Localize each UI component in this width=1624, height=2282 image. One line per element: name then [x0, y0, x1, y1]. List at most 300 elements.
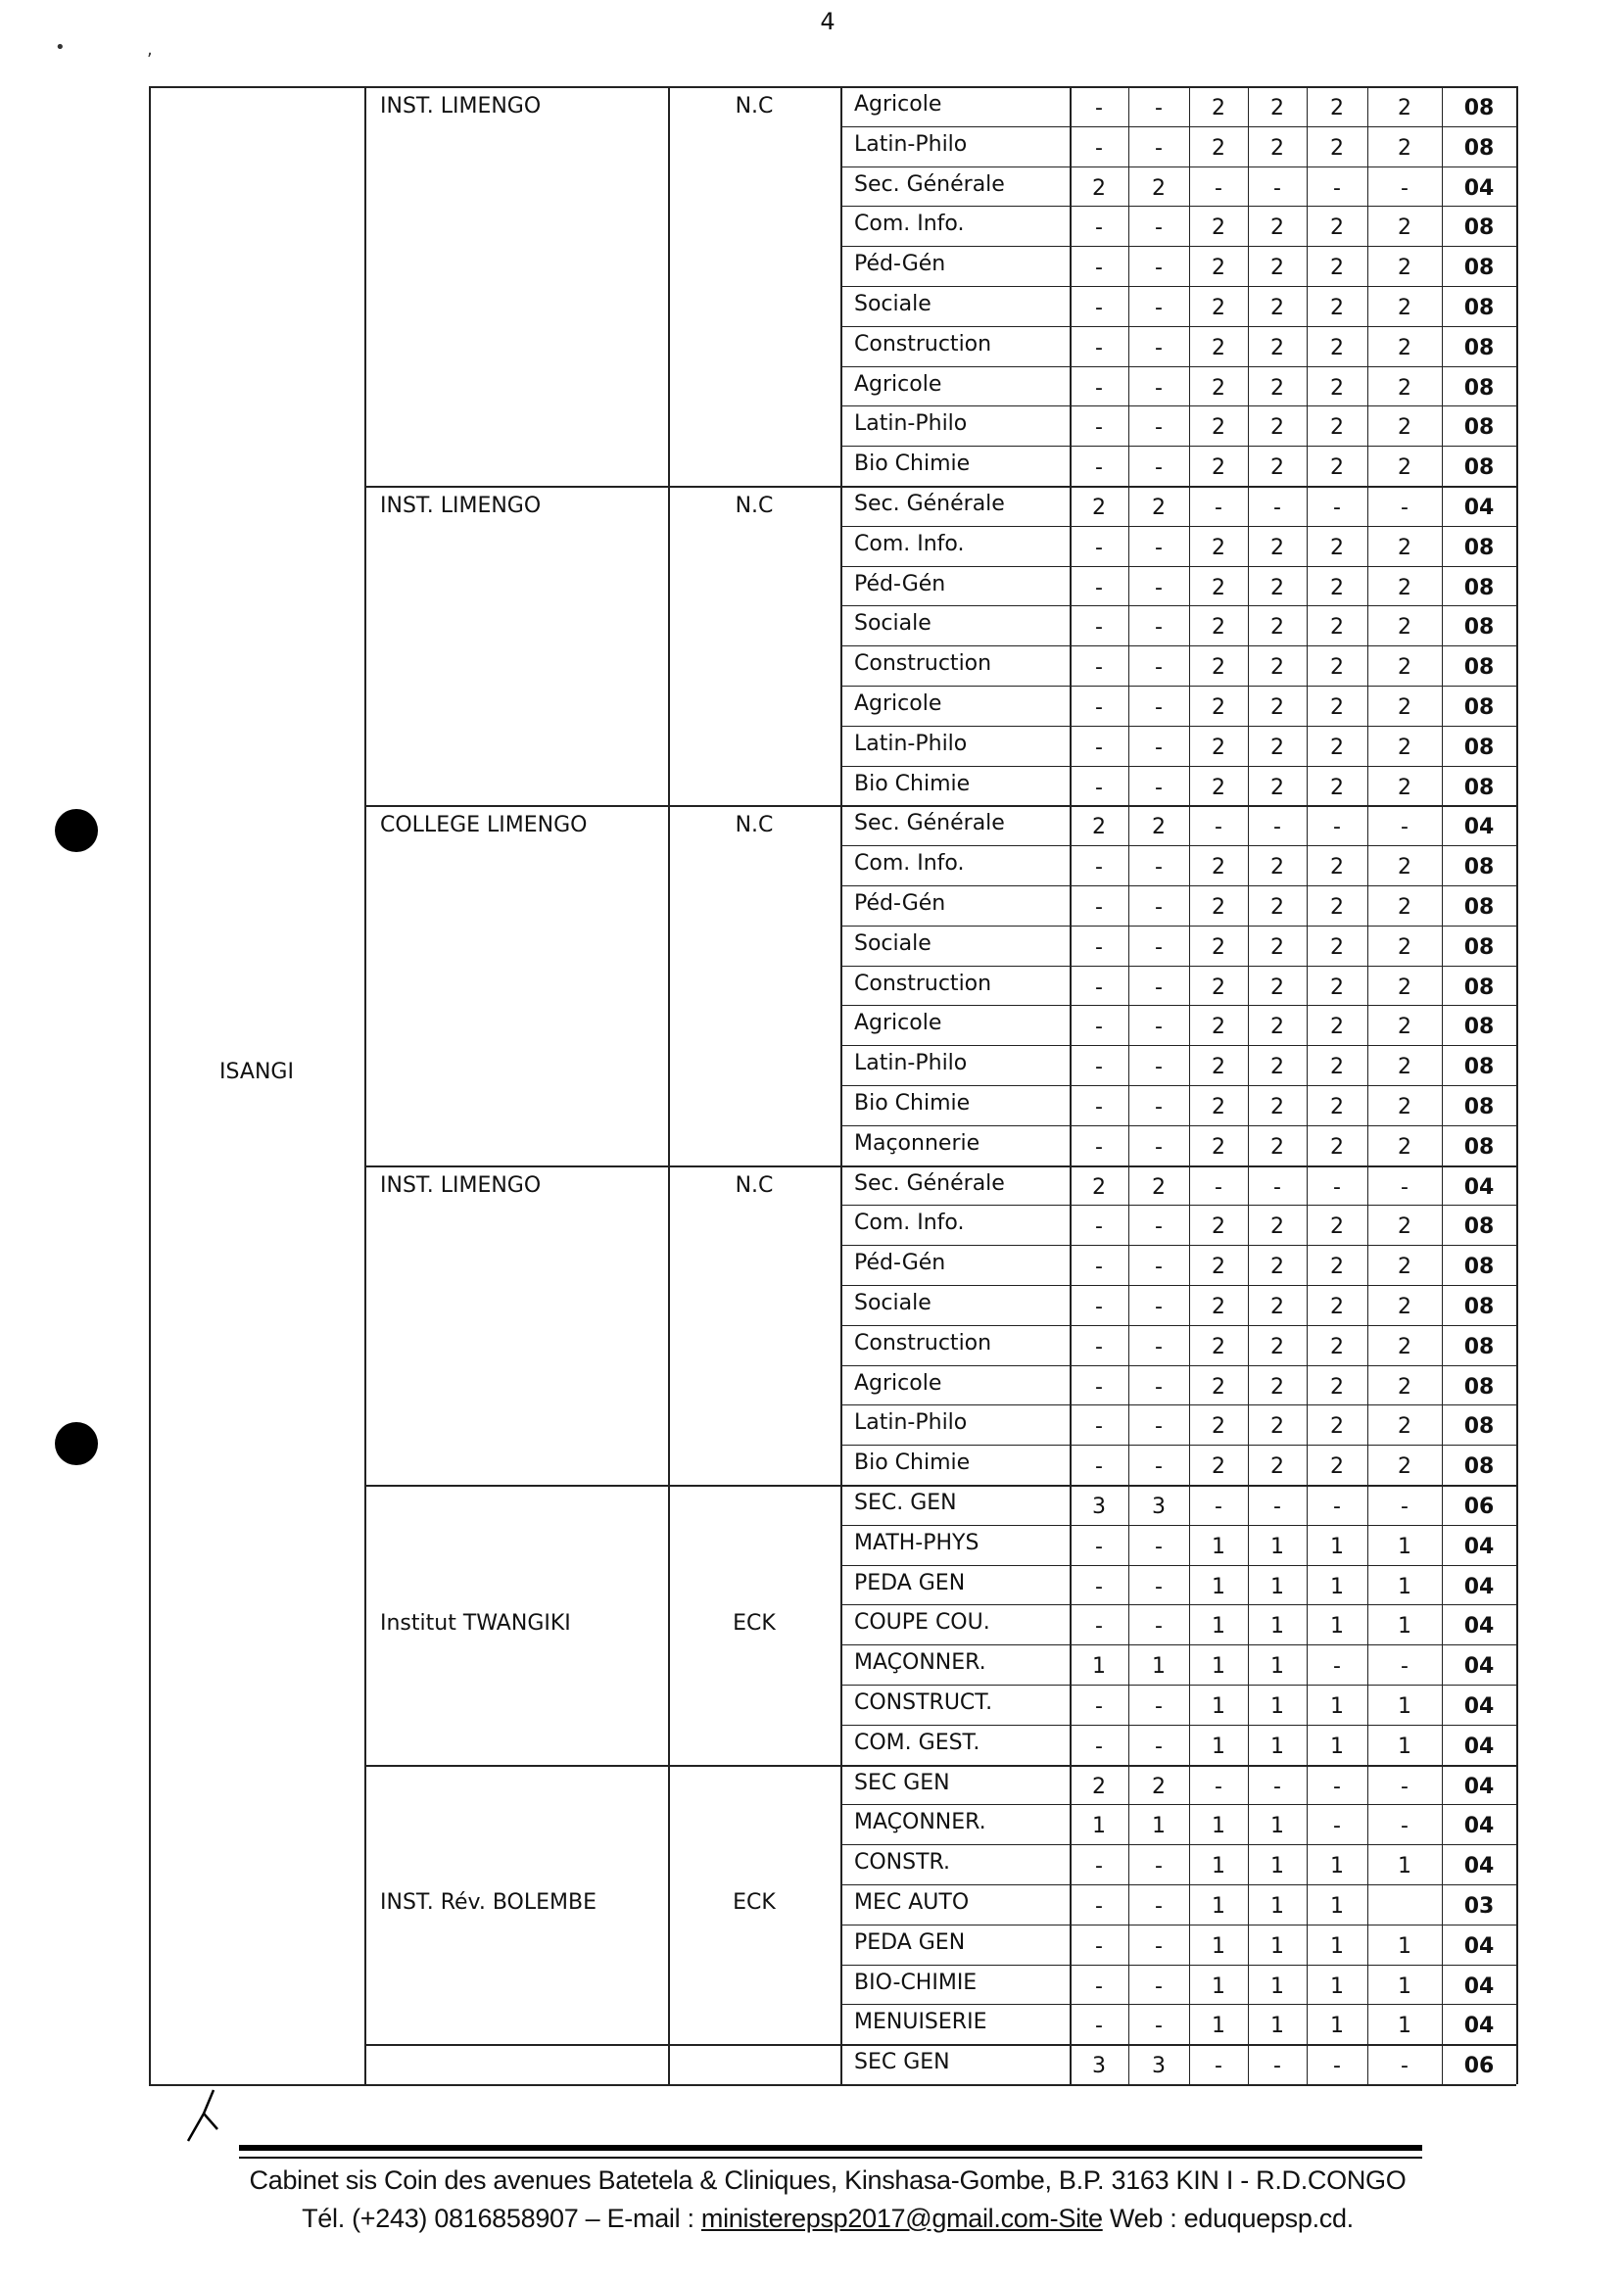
- row-rule: [840, 1685, 1516, 1686]
- value-cell: 2: [1398, 1134, 1411, 1160]
- row-rule: [840, 1725, 1516, 1726]
- value-cell: -: [1095, 855, 1103, 880]
- value-cell: -: [1155, 1734, 1163, 1759]
- value-cell: 2: [1330, 1214, 1344, 1240]
- value-cell: -: [1155, 1055, 1163, 1080]
- footer-website: Web : eduquepsp.cd.: [1102, 2204, 1354, 2233]
- value-cell: 1: [1270, 1734, 1284, 1759]
- value-cell: -: [1155, 1454, 1163, 1480]
- value-cell: 2: [1270, 135, 1284, 161]
- row-total: 08: [1463, 735, 1495, 760]
- option-name: Sec. Générale: [854, 1170, 1005, 1196]
- value-cell: 1: [1330, 1973, 1344, 1999]
- value-cell: -: [1095, 975, 1103, 1000]
- value-cell: 2: [1330, 695, 1344, 720]
- value-cell: -: [1215, 1174, 1222, 1200]
- value-cell: 2: [1398, 135, 1411, 161]
- value-cell: 2: [1270, 895, 1284, 920]
- value-cell: 2: [1212, 415, 1225, 441]
- row-total: 08: [1463, 296, 1495, 320]
- value-cell: -: [1095, 1334, 1103, 1359]
- value-cell: 2: [1398, 415, 1411, 441]
- row-rule: [840, 885, 1516, 886]
- row-rule: [840, 1005, 1516, 1006]
- row-rule: [840, 1285, 1516, 1286]
- value-cell: -: [1333, 175, 1341, 201]
- row-rule: [840, 1045, 1516, 1046]
- school-regime: N.C: [735, 813, 774, 838]
- value-cell: 1: [1270, 1854, 1284, 1879]
- value-cell: 2: [1270, 335, 1284, 360]
- scan-speck: ,: [147, 39, 153, 60]
- value-cell: -: [1155, 96, 1163, 120]
- value-cell: -: [1155, 575, 1163, 600]
- value-cell: -: [1215, 815, 1222, 840]
- value-cell: 1: [1270, 1894, 1284, 1919]
- table-top-rule: [149, 86, 1516, 88]
- value-cell: -: [1333, 1495, 1341, 1519]
- value-cell: -: [1155, 1134, 1163, 1160]
- value-cell: -: [1155, 1854, 1163, 1879]
- row-rule: [840, 686, 1516, 687]
- row-total: 08: [1463, 1295, 1495, 1319]
- row-rule: [840, 1365, 1516, 1366]
- row-rule: [840, 1804, 1516, 1805]
- value-cell: -: [1095, 1015, 1103, 1040]
- row-rule: [840, 845, 1516, 846]
- value-cell: -: [1155, 975, 1163, 1000]
- option-name: Com. Info.: [854, 1211, 965, 1236]
- value-cell: 2: [1212, 96, 1225, 120]
- value-cell: 2: [1330, 375, 1344, 401]
- value-cell: 2: [1330, 1295, 1344, 1319]
- option-name: Com. Info.: [854, 531, 965, 556]
- value-cell: 2: [1212, 455, 1225, 481]
- row-rule: [840, 1445, 1516, 1446]
- value-cell: 2: [1212, 1015, 1225, 1040]
- row-rule: [840, 446, 1516, 447]
- value-cell: -: [1155, 855, 1163, 880]
- value-cell: 2: [1330, 415, 1344, 441]
- value-cell: 2: [1212, 895, 1225, 920]
- value-cell: 2: [1330, 296, 1344, 320]
- value-cell: -: [1095, 655, 1103, 681]
- value-cell: 2: [1330, 655, 1344, 681]
- value-cell: 2: [1398, 335, 1411, 360]
- value-cell: 2: [1398, 1015, 1411, 1040]
- value-cell: 3: [1152, 2054, 1166, 2079]
- value-cell: 2: [1330, 535, 1344, 560]
- option-name: Construction: [854, 651, 992, 677]
- value-cell: -: [1155, 1334, 1163, 1359]
- value-cell: -: [1095, 1374, 1103, 1400]
- value-cell: -: [1215, 1495, 1222, 1519]
- row-total: 04: [1463, 1614, 1495, 1640]
- school-name: COLLEGE LIMENGO: [380, 813, 588, 838]
- value-cell: -: [1095, 1255, 1103, 1280]
- option-name: Sec. Générale: [854, 171, 1005, 197]
- value-cell: 2: [1270, 215, 1284, 241]
- value-cell: 1: [1270, 1574, 1284, 1599]
- school-separator: [364, 486, 1516, 488]
- row-total: 04: [1463, 1534, 1495, 1559]
- school-regime: N.C: [735, 94, 774, 119]
- value-cell: 2: [1330, 1015, 1344, 1040]
- school-regime: N.C: [735, 494, 774, 518]
- table-column-rule: [1516, 86, 1518, 2084]
- value-cell: -: [1095, 895, 1103, 920]
- value-cell: 2: [1398, 855, 1411, 880]
- value-cell: -: [1155, 2014, 1163, 2039]
- value-cell: 2: [1270, 256, 1284, 281]
- row-total: 08: [1463, 934, 1495, 960]
- value-cell: -: [1333, 815, 1341, 840]
- value-cell: 2: [1398, 1214, 1411, 1240]
- row-total: 08: [1463, 655, 1495, 681]
- value-cell: 1: [1270, 1814, 1284, 1839]
- value-cell: 1: [1270, 2014, 1284, 2039]
- value-cell: 2: [1270, 855, 1284, 880]
- row-rule: [840, 645, 1516, 646]
- row-total: 04: [1463, 1973, 1495, 1999]
- value-cell: 2: [1330, 335, 1344, 360]
- school-regime: ECK: [733, 1610, 776, 1636]
- value-cell: -: [1095, 455, 1103, 481]
- value-cell: -: [1333, 1774, 1341, 1799]
- option-name: Com. Info.: [854, 851, 965, 877]
- option-name: CONSTR.: [854, 1850, 951, 1876]
- option-name: Agricole: [854, 691, 942, 716]
- value-cell: -: [1401, 1814, 1409, 1839]
- value-cell: 1: [1212, 1654, 1225, 1680]
- value-cell: 2: [1212, 655, 1225, 681]
- value-cell: -: [1401, 1495, 1409, 1519]
- school-name: Institut TWANGIKI: [380, 1610, 571, 1636]
- option-name: Péd-Gén: [854, 252, 946, 277]
- option-name: COUPE COU.: [854, 1610, 990, 1636]
- scan-speck: •: [55, 37, 66, 58]
- value-cell: 2: [1270, 1414, 1284, 1440]
- value-cell: 1: [1330, 1694, 1344, 1719]
- value-cell: 2: [1212, 1214, 1225, 1240]
- value-cell: 2: [1092, 1774, 1106, 1799]
- value-cell: -: [1155, 215, 1163, 241]
- value-cell: 2: [1398, 975, 1411, 1000]
- row-rule: [840, 1884, 1516, 1885]
- value-cell: -: [1095, 296, 1103, 320]
- value-cell: -: [1095, 1134, 1103, 1160]
- school-separator: [364, 1765, 1516, 1767]
- value-cell: -: [1095, 1614, 1103, 1640]
- option-name: Construction: [854, 1330, 992, 1355]
- value-cell: -: [1273, 496, 1281, 520]
- footer-email-link[interactable]: ministerepsp2017@gmail.com-Site: [700, 2204, 1103, 2233]
- row-rule: [840, 405, 1516, 406]
- row-total: 08: [1463, 256, 1495, 281]
- row-rule: [840, 1525, 1516, 1526]
- option-name: Sociale: [854, 611, 931, 637]
- value-cell: -: [1155, 1374, 1163, 1400]
- value-cell: 1: [1092, 1654, 1106, 1680]
- value-cell: 2: [1330, 735, 1344, 760]
- district-name: ISANGI: [219, 1060, 294, 1084]
- value-cell: 2: [1398, 1095, 1411, 1119]
- signature-mark: [167, 2084, 255, 2143]
- value-cell: 2: [1398, 575, 1411, 600]
- value-cell: -: [1401, 2054, 1409, 2079]
- value-cell: -: [1095, 535, 1103, 560]
- value-cell: -: [1095, 415, 1103, 441]
- row-rule: [840, 2004, 1516, 2005]
- value-cell: 2: [1270, 975, 1284, 1000]
- allocation-table: [149, 86, 1516, 2084]
- option-name: Péd-Gén: [854, 571, 946, 596]
- value-cell: -: [1095, 1854, 1103, 1879]
- value-cell: 1: [1330, 1894, 1344, 1919]
- value-cell: 2: [1398, 615, 1411, 641]
- punch-hole: [55, 1422, 98, 1465]
- value-cell: -: [1095, 256, 1103, 281]
- option-name: Agricole: [854, 1011, 942, 1036]
- value-cell: 2: [1270, 775, 1284, 800]
- value-cell: 1: [1398, 1734, 1411, 1759]
- value-cell: -: [1155, 934, 1163, 960]
- value-cell: -: [1401, 1774, 1409, 1799]
- option-name: Bio Chimie: [854, 771, 971, 796]
- value-cell: 2: [1270, 375, 1284, 401]
- value-cell: 2: [1398, 96, 1411, 120]
- value-cell: -: [1155, 1894, 1163, 1919]
- value-cell: 1: [1270, 1534, 1284, 1559]
- value-cell: 2: [1398, 695, 1411, 720]
- value-cell: -: [1273, 1774, 1281, 1799]
- row-rule: [840, 1644, 1516, 1645]
- value-cell: 2: [1212, 1414, 1225, 1440]
- value-cell: 2: [1398, 655, 1411, 681]
- value-cell: 1: [1212, 1574, 1225, 1599]
- value-cell: 2: [1398, 256, 1411, 281]
- row-rule: [840, 1404, 1516, 1405]
- row-rule: [840, 126, 1516, 127]
- value-cell: -: [1155, 735, 1163, 760]
- value-cell: -: [1401, 815, 1409, 840]
- value-cell: 2: [1270, 695, 1284, 720]
- value-cell: 3: [1152, 1495, 1166, 1519]
- option-name: PEDA GEN: [854, 1570, 966, 1595]
- school-separator: [364, 1165, 1516, 1167]
- value-cell: 2: [1270, 1374, 1284, 1400]
- value-cell: -: [1155, 895, 1163, 920]
- value-cell: 2: [1212, 615, 1225, 641]
- row-total: 04: [1463, 1694, 1495, 1719]
- value-cell: 2: [1330, 1095, 1344, 1119]
- option-name: CONSTRUCT.: [854, 1690, 993, 1715]
- value-cell: -: [1155, 1095, 1163, 1119]
- value-cell: -: [1155, 1614, 1163, 1640]
- value-cell: 2: [1212, 975, 1225, 1000]
- value-cell: 2: [1330, 1334, 1344, 1359]
- value-cell: 2: [1270, 934, 1284, 960]
- row-total: 08: [1463, 1095, 1495, 1119]
- value-cell: 2: [1212, 1374, 1225, 1400]
- value-cell: -: [1095, 1534, 1103, 1559]
- value-cell: -: [1333, 2054, 1341, 2079]
- row-total: 08: [1463, 695, 1495, 720]
- row-total: 04: [1463, 1814, 1495, 1839]
- row-total: 08: [1463, 1055, 1495, 1080]
- value-cell: 2: [1398, 735, 1411, 760]
- value-cell: 2: [1330, 855, 1344, 880]
- value-cell: 2: [1212, 215, 1225, 241]
- option-name: MAÇONNER.: [854, 1810, 986, 1835]
- value-cell: -: [1155, 1414, 1163, 1440]
- value-cell: -: [1095, 775, 1103, 800]
- option-name: Bio Chimie: [854, 452, 971, 477]
- value-cell: -: [1273, 2054, 1281, 2079]
- value-cell: -: [1401, 175, 1409, 201]
- value-cell: 2: [1270, 735, 1284, 760]
- value-cell: -: [1095, 1973, 1103, 1999]
- value-cell: -: [1095, 1295, 1103, 1319]
- school-regime: ECK: [733, 1890, 776, 1916]
- value-cell: -: [1095, 1933, 1103, 1959]
- footer-rule-thin: [239, 2157, 1422, 2159]
- value-cell: 1: [1152, 1814, 1166, 1839]
- row-total: 08: [1463, 96, 1495, 120]
- value-cell: -: [1155, 1694, 1163, 1719]
- value-cell: 1: [1152, 1654, 1166, 1680]
- value-cell: 2: [1270, 1255, 1284, 1280]
- value-cell: 2: [1330, 135, 1344, 161]
- row-total: 08: [1463, 1255, 1495, 1280]
- value-cell: -: [1095, 934, 1103, 960]
- school-name: INST. Rév. BOLEMBE: [380, 1890, 597, 1916]
- value-cell: 2: [1398, 455, 1411, 481]
- value-cell: 1: [1398, 1534, 1411, 1559]
- option-name: Construction: [854, 971, 992, 996]
- value-cell: -: [1155, 615, 1163, 641]
- option-name: Péd-Gén: [854, 891, 946, 916]
- value-cell: 2: [1092, 815, 1106, 840]
- value-cell: 2: [1152, 1774, 1166, 1799]
- value-cell: 2: [1330, 575, 1344, 600]
- option-name: MATH-PHYS: [854, 1530, 979, 1555]
- row-rule: [840, 1965, 1516, 1966]
- option-name: Latin-Philo: [854, 1051, 968, 1076]
- value-cell: 2: [1212, 375, 1225, 401]
- option-name: MEC AUTO: [854, 1890, 970, 1915]
- value-cell: -: [1155, 135, 1163, 161]
- value-cell: -: [1155, 1295, 1163, 1319]
- value-cell: 1: [1212, 1814, 1225, 1839]
- row-rule: [840, 1245, 1516, 1246]
- footer-address: Cabinet sis Coin des avenues Batetela & Cliniques, Kinshasa-Gombe, B.P. 3163 KIN I - R.D.CONGO: [249, 2165, 1407, 2195]
- value-cell: -: [1095, 575, 1103, 600]
- value-cell: 1: [1398, 1933, 1411, 1959]
- row-total: 08: [1463, 775, 1495, 800]
- value-cell: 1: [1212, 2014, 1225, 2039]
- value-cell: -: [1095, 1454, 1103, 1480]
- value-cell: -: [1273, 815, 1281, 840]
- value-cell: -: [1095, 1095, 1103, 1119]
- value-cell: 2: [1212, 1454, 1225, 1480]
- value-cell: -: [1095, 615, 1103, 641]
- value-cell: 2: [1212, 1334, 1225, 1359]
- row-total: 08: [1463, 575, 1495, 600]
- school-separator: [364, 805, 1516, 807]
- value-cell: 2: [1398, 1295, 1411, 1319]
- row-rule: [840, 1565, 1516, 1566]
- value-cell: 2: [1212, 335, 1225, 360]
- row-total: 08: [1463, 1374, 1495, 1400]
- footer-contact: [0, 2204, 1624, 2234]
- row-total: 04: [1463, 2014, 1495, 2039]
- row-rule: [840, 605, 1516, 606]
- value-cell: 2: [1270, 1454, 1284, 1480]
- punch-hole: [55, 809, 98, 852]
- value-cell: -: [1095, 1894, 1103, 1919]
- value-cell: -: [1155, 375, 1163, 401]
- value-cell: 1: [1330, 1933, 1344, 1959]
- value-cell: 1: [1398, 1694, 1411, 1719]
- row-total: 04: [1463, 1854, 1495, 1879]
- value-cell: 2: [1212, 1095, 1225, 1119]
- row-total: 08: [1463, 615, 1495, 641]
- value-cell: 2: [1330, 1134, 1344, 1160]
- row-rule: [840, 1844, 1516, 1845]
- value-cell: 1: [1330, 1614, 1344, 1640]
- row-total: 08: [1463, 975, 1495, 1000]
- value-cell: 2: [1212, 256, 1225, 281]
- row-total: 04: [1463, 496, 1495, 520]
- value-cell: 2: [1212, 1255, 1225, 1280]
- value-cell: -: [1095, 1055, 1103, 1080]
- row-total: 06: [1463, 1495, 1495, 1519]
- school-separator: [364, 2044, 1516, 2046]
- value-cell: 1: [1270, 1654, 1284, 1680]
- value-cell: -: [1155, 535, 1163, 560]
- value-cell: 2: [1212, 1134, 1225, 1160]
- value-cell: 2: [1212, 695, 1225, 720]
- value-cell: 1: [1398, 1574, 1411, 1599]
- value-cell: -: [1401, 1174, 1409, 1200]
- value-cell: 2: [1212, 855, 1225, 880]
- option-name: Bio Chimie: [854, 1450, 971, 1476]
- row-total: 08: [1463, 1414, 1495, 1440]
- value-cell: -: [1273, 1174, 1281, 1200]
- row-total: 08: [1463, 895, 1495, 920]
- footer-rule-thick: [239, 2145, 1422, 2151]
- value-cell: 2: [1398, 775, 1411, 800]
- value-cell: 2: [1330, 895, 1344, 920]
- value-cell: -: [1333, 496, 1341, 520]
- value-cell: 2: [1398, 1334, 1411, 1359]
- row-rule: [840, 966, 1516, 967]
- value-cell: 2: [1212, 296, 1225, 320]
- row-rule: [840, 166, 1516, 167]
- value-cell: 1: [1330, 1734, 1344, 1759]
- value-cell: -: [1155, 775, 1163, 800]
- row-rule: [840, 766, 1516, 767]
- row-total: 04: [1463, 175, 1495, 201]
- value-cell: 2: [1270, 96, 1284, 120]
- row-total: 08: [1463, 215, 1495, 241]
- row-total: 08: [1463, 455, 1495, 481]
- value-cell: -: [1095, 375, 1103, 401]
- value-cell: 2: [1398, 296, 1411, 320]
- value-cell: 2: [1398, 1374, 1411, 1400]
- value-cell: 2: [1398, 1055, 1411, 1080]
